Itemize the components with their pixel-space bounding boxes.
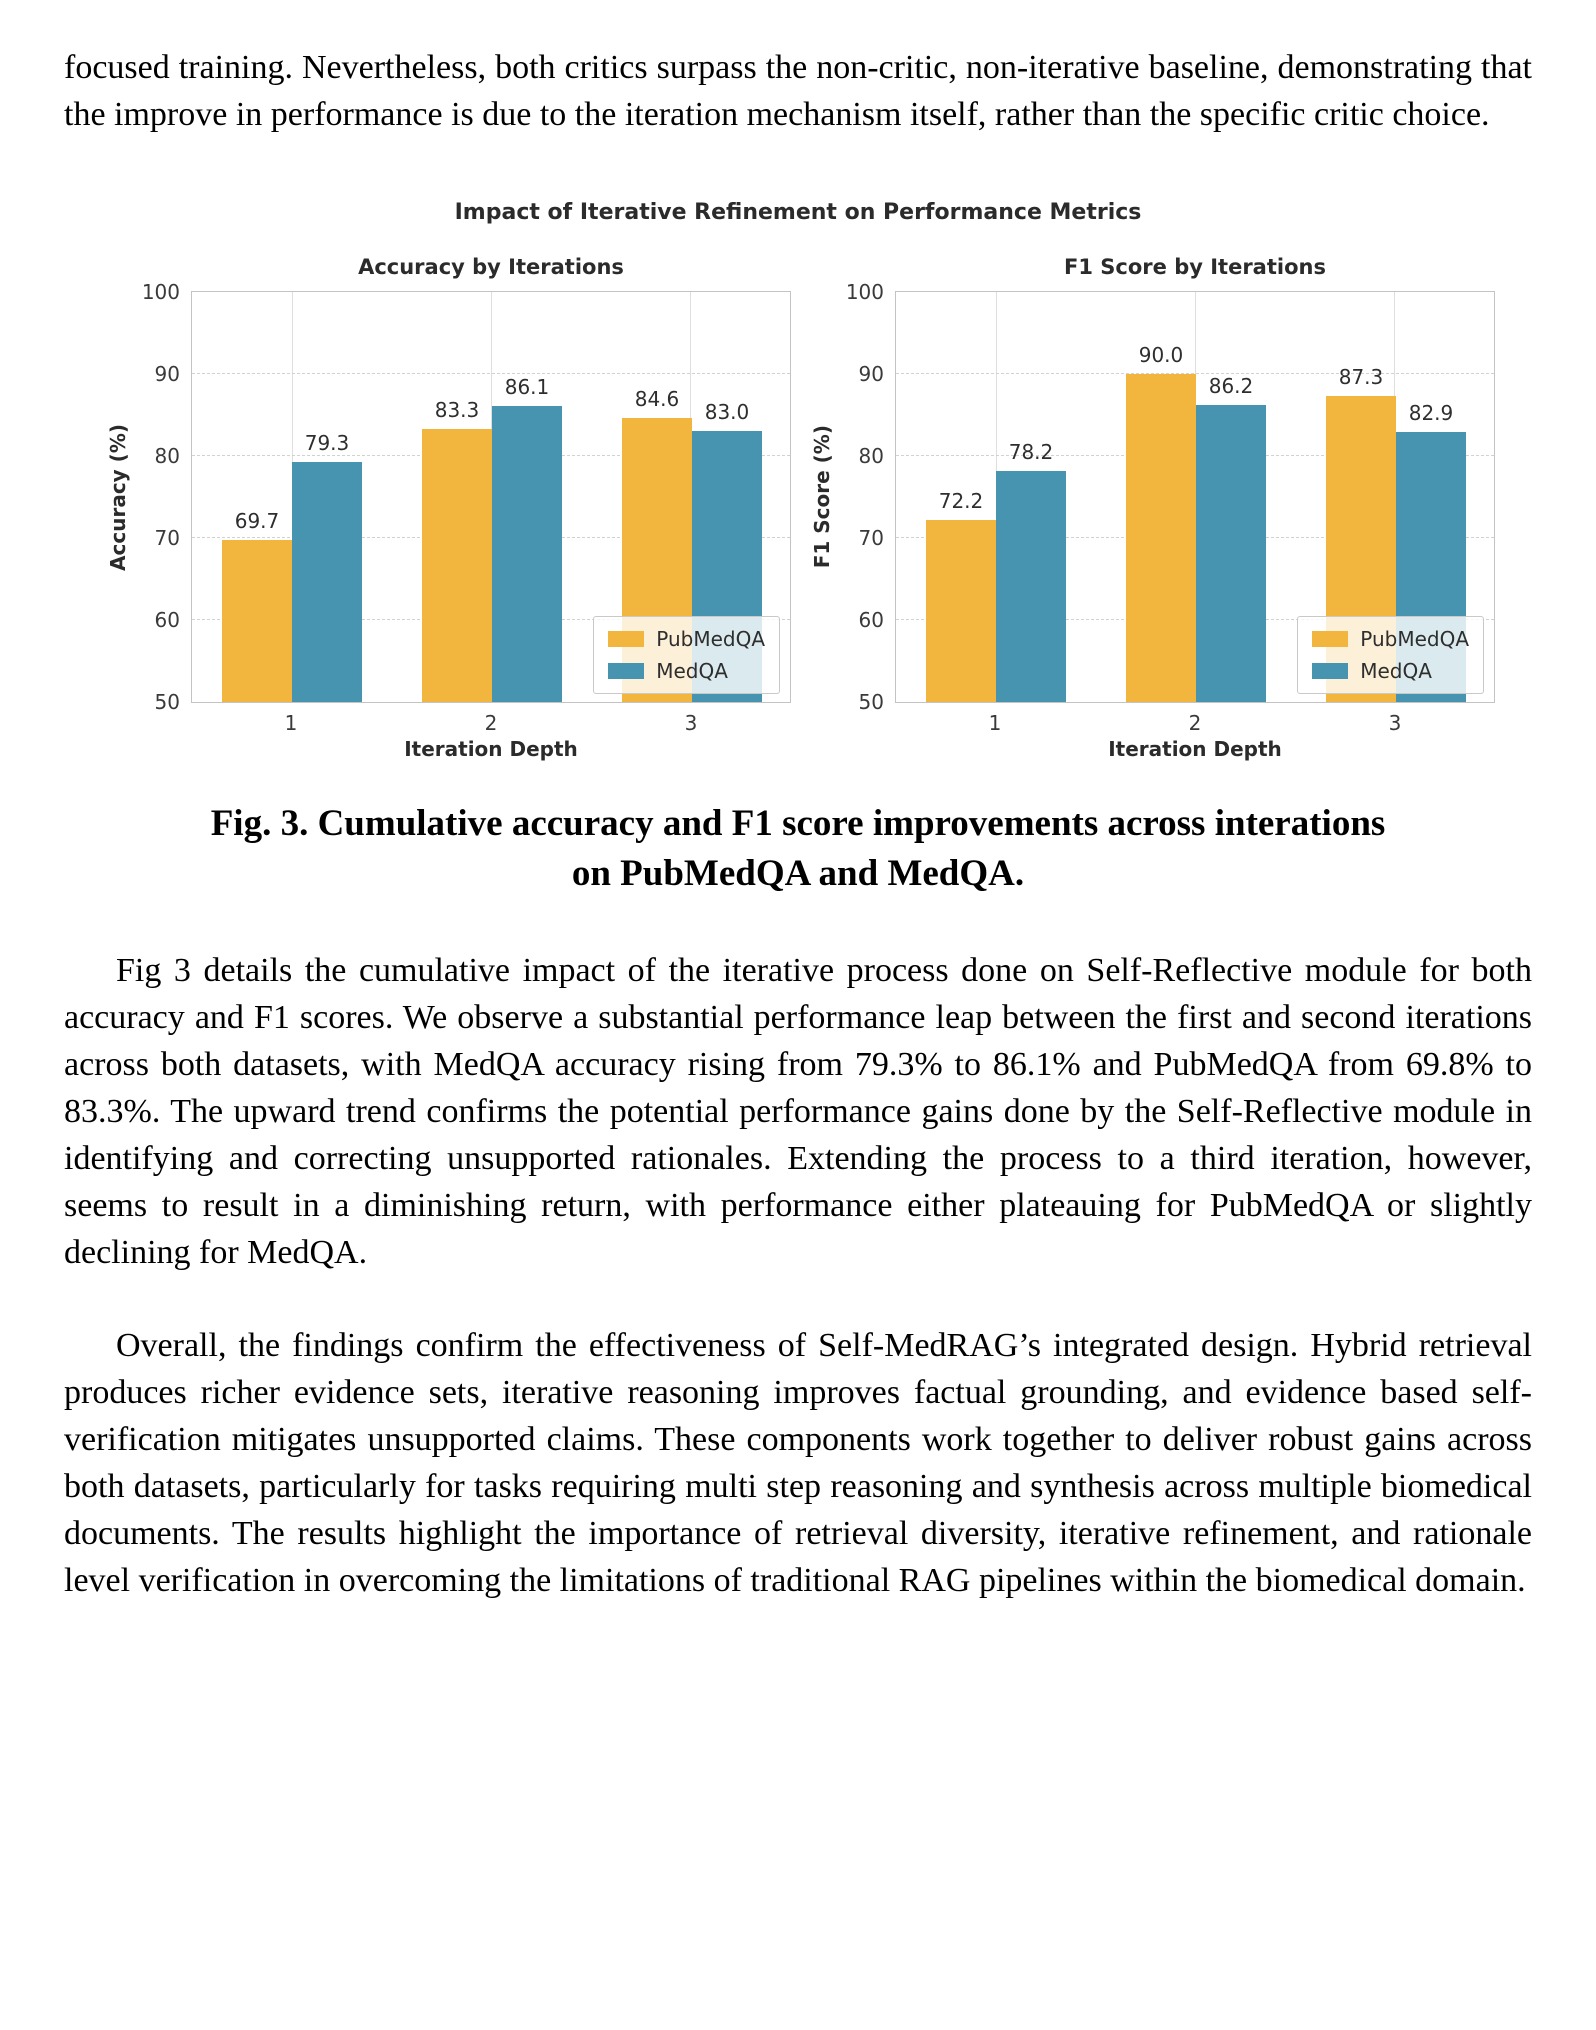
bar-value-label: 87.3 — [1338, 365, 1384, 390]
legend — [1297, 616, 1484, 694]
bar-value-label: 90.0 — [1138, 343, 1184, 367]
legend-row — [608, 627, 765, 651]
y-tick-label: 50 — [858, 690, 884, 714]
y-tick-label: 60 — [858, 608, 884, 632]
y-axis-label-text: F1 Score (%) — [810, 425, 834, 569]
grid-line-horizontal — [192, 373, 790, 374]
y-tick-label: 70 — [154, 526, 180, 550]
y-tick-label: 60 — [154, 608, 180, 632]
bar-pubmedqa-iter1 — [926, 520, 996, 702]
legend-swatch-pubmedqa — [608, 631, 644, 647]
bar-pubmedqa-iter1 — [222, 540, 292, 702]
legend — [593, 616, 780, 694]
figure-caption-line2: on PubMedQA and MedQA. — [571, 853, 1025, 894]
f1-score-chart — [805, 255, 1495, 761]
legend-swatch-medqa — [608, 663, 644, 679]
y-tick-label: 100 — [141, 280, 180, 304]
x-tick-label: 2 — [484, 711, 498, 735]
x-tick-label: 2 — [1188, 711, 1202, 735]
paragraph-overall-findings: Overall, the findings confirm the effectiveness of Self-MedRAG’s integrated design. Hybrid retrieval produces richer evidence sets, iterative reasoning improves factual grounding, and evidence based self-verification mitigates unsupported claims. These components work together to deliver robust gains across both datasets, particularly for tasks requiring multi step reasoning and synthesis across multiple biomedical documents. The results highlight the importance of retrieval diversity, iterative refinement, and rationale level verification in overcoming the limitations of traditional RAG pipelines within the biomedical domain. — [64, 1327, 1532, 1599]
bar-value-label: 83.3 — [434, 397, 480, 422]
x-tick-label: 3 — [684, 711, 698, 735]
bar-pubmedqa-iter2 — [422, 429, 492, 702]
y-tick-label: 80 — [154, 444, 180, 468]
x-ticks — [895, 703, 1495, 735]
legend-swatch-medqa — [1312, 663, 1348, 679]
bar-value-label: 86.2 — [1208, 374, 1254, 399]
bar-value-label: 79.3 — [304, 430, 350, 455]
y-tick-label: 90 — [154, 362, 180, 386]
y-tick-label: 90 — [858, 362, 884, 386]
legend-label: MedQA — [1360, 659, 1432, 683]
plot-area — [810, 280, 1495, 714]
bar-value-label: 83.0 — [704, 400, 750, 425]
bar-value-label: 72.2 — [938, 488, 984, 513]
accuracy-chart — [101, 255, 791, 761]
legend-row — [1312, 627, 1469, 651]
bar-value-label: 78.2 — [1008, 439, 1054, 464]
y-axis-label — [810, 292, 834, 702]
bar-medqa-iter2 — [1196, 405, 1266, 702]
y-axis-label-text: Accuracy (%) — [106, 423, 130, 571]
bar-medqa-iter1 — [996, 471, 1066, 702]
x-tick-label: 3 — [1388, 711, 1402, 735]
paragraph-fig3-discussion: Fig 3 details the cumulative impact of the iterative process done on Self-Reflective module for both accuracy and F1 scores. We observe a substantial performance leap between the first and second iterations across both datasets, with MedQA accuracy rising from 79.3% to 86.1% and PubMedQA from 69.8% to 83.3%. The upward trend confirms the potential performance gains done by the Self-Reflective module in identifying and correcting unsupported rationales. Extending the process to a third iteration, however, seems to result in a diminishing return, with performance either plateauing for PubMedQA or slightly declining for MedQA. — [64, 952, 1532, 1271]
bar-value-label: 82.9 — [1408, 401, 1454, 426]
charts-row — [64, 255, 1532, 761]
legend-swatch-pubmedqa — [1312, 631, 1348, 647]
chart-title: F1 Score by Iterations — [1064, 255, 1326, 279]
y-tick-label: 100 — [845, 280, 884, 304]
y-tick-label: 80 — [858, 444, 884, 468]
figure-caption — [64, 799, 1532, 899]
bar-medqa-iter1 — [292, 462, 362, 702]
x-axis-label: Iteration Depth — [1108, 737, 1282, 761]
paragraph-intro: focused training. Nevertheless, both critics surpass the non-critic, non-iterative baseline, demonstrating that the improve in performance is due to the iteration mechanism itself, rather than the specific critic choice. — [64, 49, 1532, 133]
y-tick-label: 50 — [154, 690, 180, 714]
legend-label: MedQA — [656, 659, 728, 683]
figure-suptitle: Impact of Iterative Refinement on Performance Metrics — [454, 200, 1142, 225]
x-axis-label: Iteration Depth — [404, 737, 578, 761]
y-axis-label — [106, 292, 130, 702]
x-ticks — [191, 703, 791, 735]
chart-title: Accuracy by Iterations — [358, 255, 624, 279]
x-tick-label: 1 — [284, 711, 298, 735]
bar-value-label: 84.6 — [634, 387, 680, 412]
legend-label: PubMedQA — [656, 627, 765, 651]
y-tick-label: 70 — [858, 526, 884, 550]
legend-row — [1312, 659, 1469, 683]
legend-label: PubMedQA — [1360, 627, 1469, 651]
plot-area — [106, 280, 791, 714]
bar-value-label: 86.1 — [504, 374, 550, 399]
legend-row — [608, 659, 765, 683]
bar-value-label: 69.7 — [234, 509, 280, 534]
figure-caption-line1: Fig. 3. Cumulative accuracy and F1 score improvements across interations — [210, 803, 1386, 844]
x-tick-label: 1 — [988, 711, 1002, 735]
bar-pubmedqa-iter2 — [1126, 374, 1196, 702]
figure-3 — [64, 200, 1532, 761]
bar-medqa-iter2 — [492, 406, 562, 702]
